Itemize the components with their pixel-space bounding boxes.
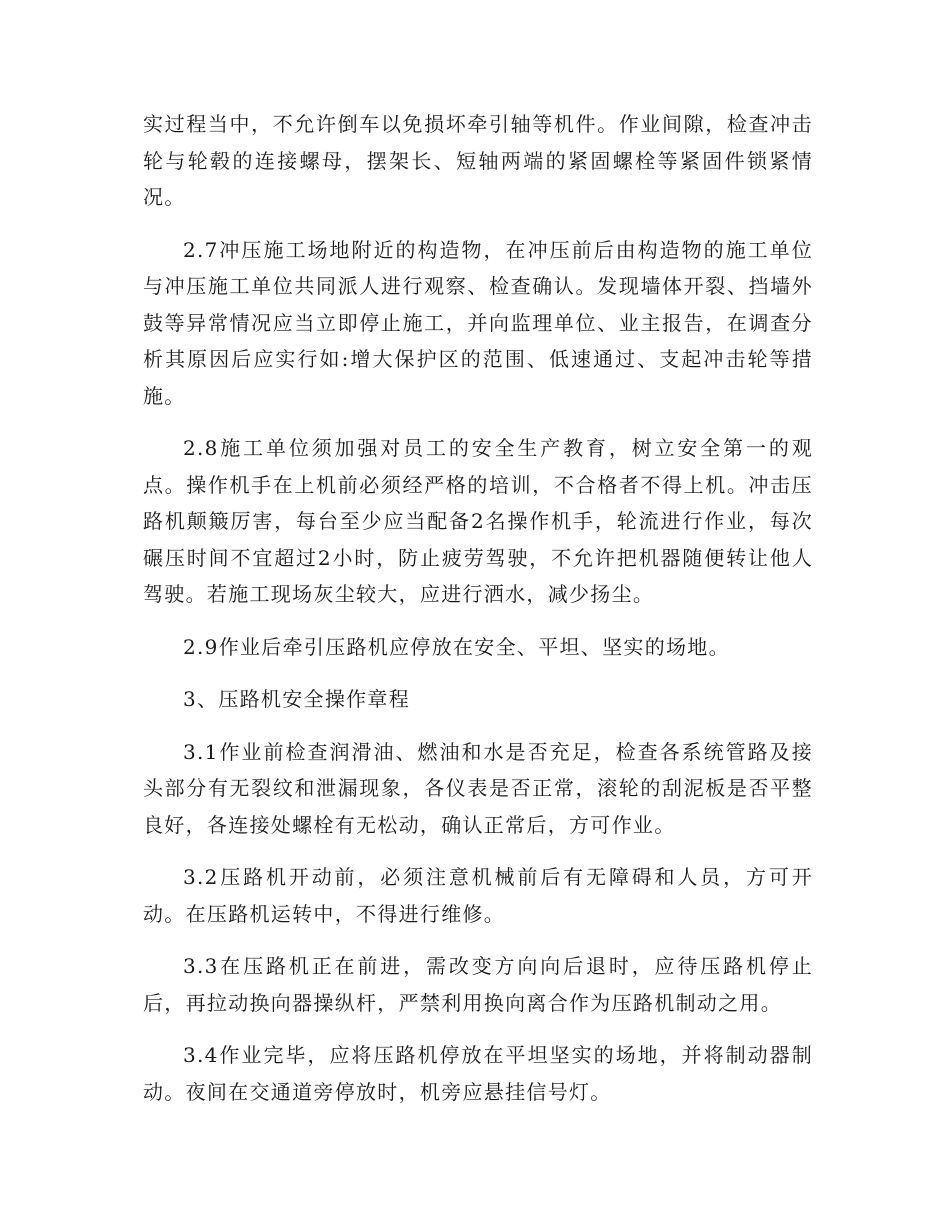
paragraph-3-1: 3.1作业前检查润滑油、燃油和水是否充足，检查各系统管路及接头部分有无裂纹和泄漏现象，各仪表是否正常，滚轮的刮泥板是否平整良好，各连接处螺栓有无松动，确认正常后，方可作业。 [143, 739, 813, 837]
paragraph-2-9: 2.9作业后牵引压路机应停放在安全、平坦、坚实的场地。 [183, 634, 730, 659]
paragraph-3-3: 3.3在压路机正在前进，需改变方向向后退时，应待压路机停止后，再拉动换向器操纵杆，严禁利用换向离合作为压路机制动之用。 [143, 954, 813, 1015]
paragraph-2-7: 2.7冲压施工场地附近的构造物，在冲压前后由构造物的施工单位与冲压施工单位共同派人进行观察、检查确认。发现墙体开裂、挡墙外鼓等异常情况应当立即停止施工，并向监理单位、业主报告，在调查分析其原因后应实行如:增大保护区的范围、低速通过、支起冲击轮等措施。 [143, 237, 813, 408]
paragraph-2-8: 2.8施工单位须加强对员工的安全生产教育，树立安全第一的观点。操作机手在上机前必须经严格的培训，不合格者不得上机。冲击压路机颠簸厉害，每台至少应当配备2名操作机手，轮流进行作业，每次碾压时间不宜超过2小时，防止疲劳驾驶，不允许把机器随便转让他人驾驶。若施工现场灰尘较大，应进行洒水，减少扬尘。 [143, 436, 813, 606]
paragraph-3-4: 3.4作业完毕，应将压路机停放在平坦坚实的场地，并将制动器制动。夜间在交通道旁停放时，机旁应悬挂信号灯。 [143, 1043, 813, 1104]
document-body [143, 106, 813, 1126]
paragraph-3-2: 3.2压路机开动前，必须注意机械前后有无障碍和人员，方可开动。在压路机运转中，不得进行维修。 [143, 865, 813, 926]
paragraph-continuation: 实过程当中，不允许倒车以免损坏牵引轴等机件。作业间隙，检查冲击轮与轮毂的连接螺母，摆架长、短轴两端的紧固螺栓等紧固件锁紧情况。 [143, 112, 813, 209]
section-heading-3: 3、压路机安全操作章程 [183, 687, 411, 711]
